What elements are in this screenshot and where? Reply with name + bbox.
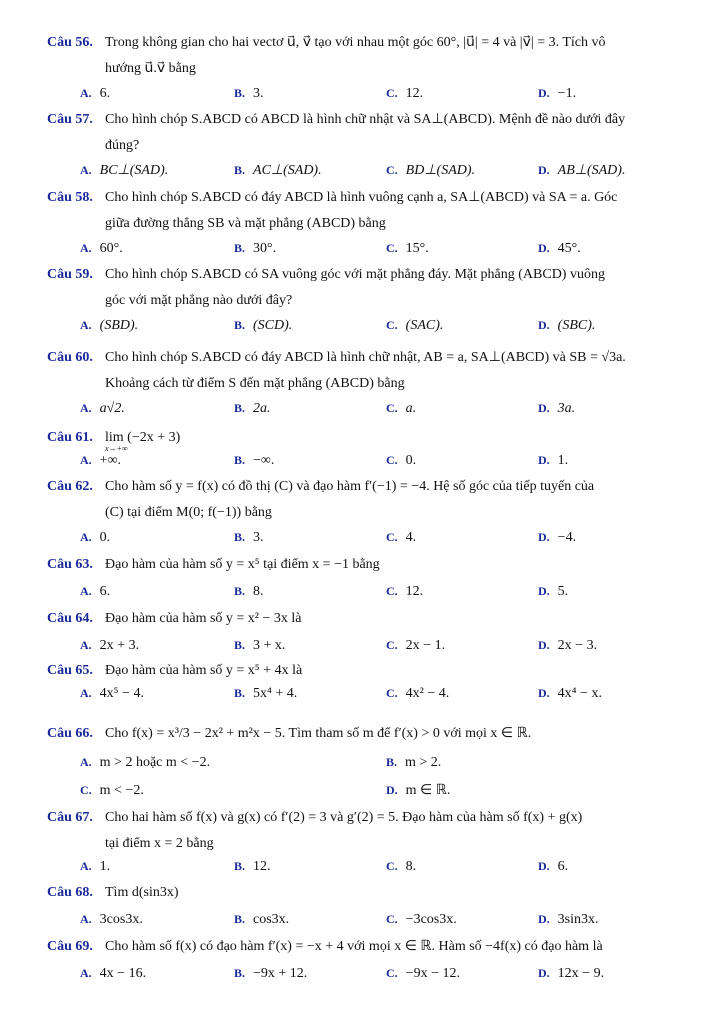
option-c[interactable]: C. −9x − 12. (386, 966, 460, 981)
question-text: Đạo hàm của hàm số y = x⁵ + 4x là (105, 663, 303, 678)
option-a[interactable]: A. BC⊥(SAD). (80, 163, 169, 178)
question-number: Câu 61. (47, 430, 93, 445)
question-number: Câu 60. (47, 350, 93, 365)
question-text: Cho hàm số y = f(x) có đồ thị (C) và đạo hàm f′(−1) = −4. Hệ số góc của tiếp tuyến của (105, 479, 595, 494)
question-text: lim (−2x + 3) (105, 430, 181, 445)
option-b[interactable]: B. 30°. (234, 241, 277, 256)
question-text: Cho hai hàm số f(x) và g(x) có f′(2) = 3 và g′(2) = 5. Đạo hàm của hàm số f(x) + g(x) (105, 810, 583, 825)
option-b[interactable]: B. −∞. (234, 453, 275, 468)
option-c[interactable]: C. BD⊥(SAD). (386, 163, 476, 178)
option-d[interactable]: D. 12x − 9. (538, 966, 605, 981)
option-a[interactable]: A. 0. (80, 530, 111, 545)
option-d[interactable]: D. 5. (538, 584, 569, 599)
option-c[interactable]: C. 8. (386, 859, 417, 874)
question-text-cont: tại điểm x = 2 bằng (105, 836, 214, 851)
option-c[interactable]: C. −3cos3x. (386, 912, 457, 927)
option-a[interactable]: A. 3cos3x. (80, 912, 143, 927)
option-b[interactable]: B. 3. (234, 86, 264, 101)
option-d[interactable]: D. m ∈ ℝ. (386, 783, 451, 798)
option-b[interactable]: B. m > 2. (386, 755, 442, 770)
question-63 (47, 555, 675, 601)
option-d[interactable]: D. 3a. (538, 401, 576, 416)
question-58 (47, 188, 675, 258)
option-d[interactable]: D. 6. (538, 859, 569, 874)
option-b[interactable]: B. 2a. (234, 401, 271, 416)
question-text-cont: góc với mặt phẳng nào dưới đây? (105, 293, 293, 308)
question-text: Cho hàm số f(x) có đạo hàm f′(x) = −x + 4 với mọi x ∈ ℝ. Hàm số −4f(x) có đạo hàm là (105, 939, 603, 954)
question-number: Câu 64. (47, 611, 93, 626)
question-67 (47, 808, 675, 876)
option-c[interactable]: C. 0. (386, 453, 417, 468)
option-d[interactable]: D. 2x − 3. (538, 638, 598, 653)
option-b[interactable]: B. −9x + 12. (234, 966, 308, 981)
question-61 (47, 428, 675, 470)
question-text: Trong không gian cho hai vectơ u⃗, v⃗ tạo với nhau một góc 60°, |u⃗| = 4 và |v⃗| = 3. Tích vô (105, 35, 606, 50)
question-text: Cho hình chóp S.ABCD có đáy ABCD là hình vuông cạnh a, SA⊥(ABCD) và SA = a. Góc (105, 190, 618, 205)
option-b[interactable]: B. 8. (234, 584, 264, 599)
option-a[interactable]: A. 4x⁵ − 4. (80, 686, 144, 701)
option-a[interactable]: A. 6. (80, 86, 111, 101)
option-b[interactable]: B. 3 + x. (234, 638, 286, 653)
question-number: Câu 63. (47, 557, 93, 572)
option-d[interactable]: D. 1. (538, 453, 569, 468)
option-c[interactable]: C. m < −2. (80, 783, 144, 798)
option-a[interactable]: A. 60°. (80, 241, 123, 256)
question-69 (47, 937, 675, 983)
option-d[interactable]: D. 45°. (538, 241, 581, 256)
option-a[interactable]: A. 1. (80, 859, 111, 874)
option-d[interactable]: D. AB⊥(SAD). (538, 163, 626, 178)
question-text-cont: (C) tại điểm M(0; f(−1)) bằng (105, 505, 272, 520)
option-c[interactable]: C. 4. (386, 530, 417, 545)
option-d[interactable]: D. 4x⁴ − x. (538, 686, 602, 701)
question-57 (47, 110, 675, 180)
option-d[interactable]: D. (SBC). (538, 318, 596, 333)
question-56 (47, 33, 675, 103)
option-a[interactable]: A. m > 2 hoặc m < −2. (80, 755, 211, 770)
option-b[interactable]: B. 5x⁴ + 4. (234, 686, 298, 701)
option-d[interactable]: D. −4. (538, 530, 577, 545)
option-a[interactable]: A. 4x − 16. (80, 966, 147, 981)
question-text-cont: đúng? (105, 138, 140, 153)
question-65 (47, 661, 675, 703)
question-text-cont: Khoảng cách từ điểm S đến mặt phẳng (ABCD) bằng (105, 376, 405, 391)
option-a[interactable]: A. a√2. (80, 401, 125, 416)
option-b[interactable]: B. cos3x. (234, 912, 290, 927)
option-c[interactable]: C. (SAC). (386, 318, 444, 333)
question-number: Câu 68. (47, 885, 93, 900)
option-c[interactable]: C. 12. (386, 86, 424, 101)
question-68 (47, 883, 675, 929)
question-text-cont: giữa đường thẳng SB và mặt phẳng (ABCD) bằng (105, 216, 386, 231)
option-a[interactable]: A. (SBD). (80, 318, 139, 333)
question-number: Câu 69. (47, 939, 93, 954)
question-number: Câu 65. (47, 663, 93, 678)
option-c[interactable]: C. 15°. (386, 241, 429, 256)
option-a[interactable]: A. 2x + 3. (80, 638, 140, 653)
option-d[interactable]: D. 3sin3x. (538, 912, 599, 927)
question-text: Tìm d(sin3x) (105, 885, 179, 900)
question-62 (47, 477, 675, 547)
option-b[interactable]: B. (SCD). (234, 318, 293, 333)
option-b[interactable]: B. 3. (234, 530, 264, 545)
question-text: Đạo hàm của hàm số y = x² − 3x là (105, 611, 302, 626)
question-number: Câu 59. (47, 267, 93, 282)
option-b[interactable]: B. AC⊥(SAD). (234, 163, 322, 178)
option-c[interactable]: C. 4x² − 4. (386, 686, 450, 701)
option-b[interactable]: B. 12. (234, 859, 271, 874)
option-d[interactable]: D. −1. (538, 86, 577, 101)
option-c[interactable]: C. a. (386, 401, 417, 416)
option-a[interactable]: A. +∞. (80, 453, 122, 468)
question-59 (47, 265, 675, 335)
option-c[interactable]: C. 2x − 1. (386, 638, 446, 653)
question-text: Cho hình chóp S.ABCD có ABCD là hình chữ nhật và SA⊥(ABCD). Mệnh đề nào dưới đây (105, 112, 626, 127)
question-text: Cho hình chóp S.ABCD có đáy ABCD là hình chữ nhật, AB = a, SA⊥(ABCD) và SB = √3a. (105, 350, 626, 365)
question-64 (47, 609, 675, 655)
option-a[interactable]: A. 6. (80, 584, 111, 599)
question-text: Cho hình chóp S.ABCD có SA vuông góc với mặt phẳng đáy. Mặt phẳng (ABCD) vuông (105, 267, 605, 282)
question-66 (47, 724, 675, 800)
question-number: Câu 67. (47, 810, 93, 825)
question-number: Câu 57. (47, 112, 93, 127)
question-text: Cho f(x) = x³/3 − 2x² + m²x − 5. Tìm tham số m để f′(x) > 0 với mọi x ∈ ℝ. (105, 726, 532, 741)
question-number: Câu 58. (47, 190, 93, 205)
question-text: Đạo hàm của hàm số y = x⁵ tại điểm x = −1 bằng (105, 557, 380, 572)
question-text-cont: hướng u⃗.v⃗ bằng (105, 61, 196, 76)
limit-subscript: x→+∞ (105, 444, 128, 453)
question-number: Câu 66. (47, 726, 93, 741)
question-60 (47, 348, 675, 418)
question-number: Câu 56. (47, 35, 93, 50)
option-c[interactable]: C. 12. (386, 584, 424, 599)
question-number: Câu 62. (47, 479, 93, 494)
